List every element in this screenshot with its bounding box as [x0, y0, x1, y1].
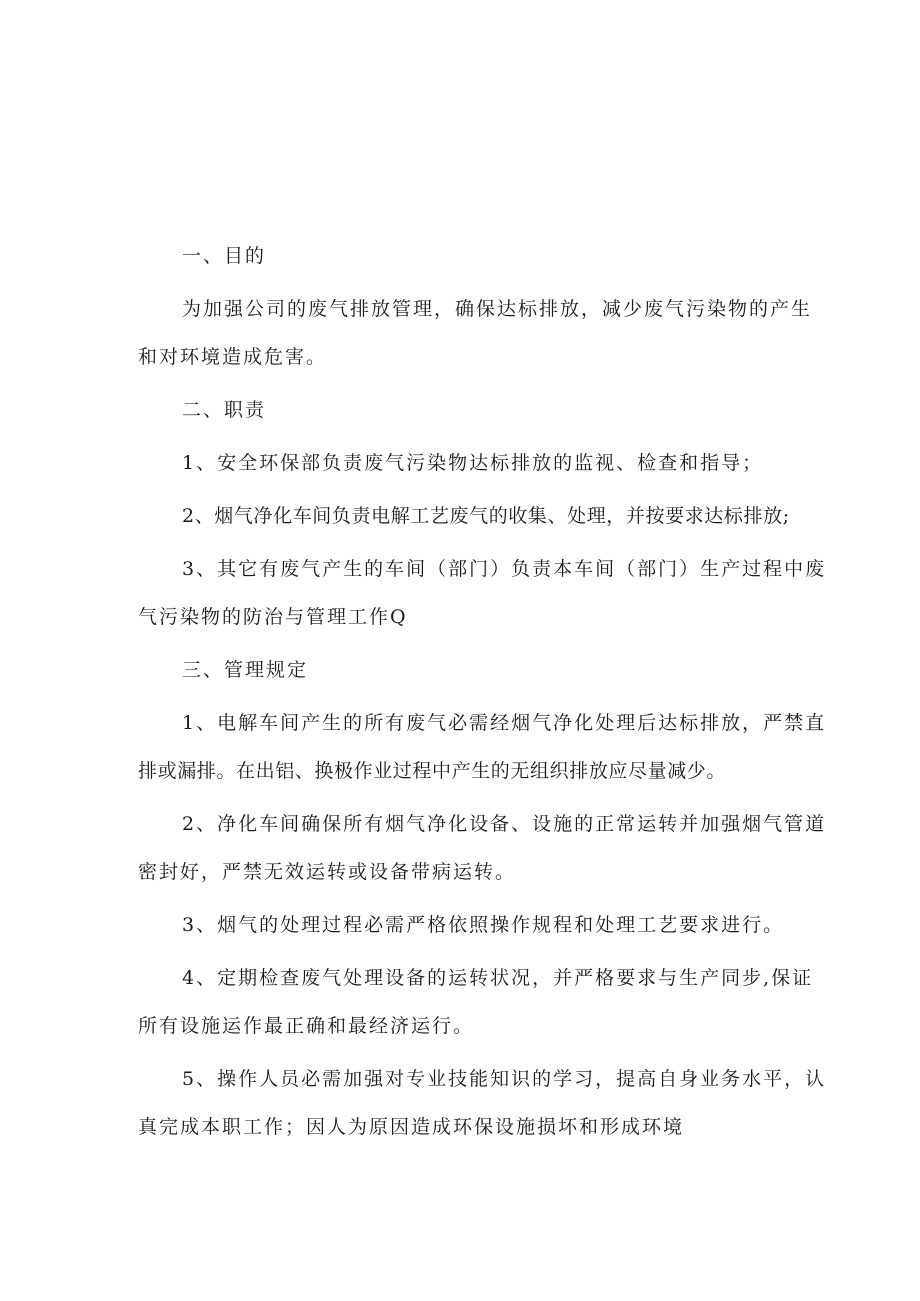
- rule-item: 1、电解车间产生的所有废气必需经烟气净化处理后达标排放，严禁直: [182, 712, 827, 734]
- paragraph-line: 为加强公司的废气排放管理，确保达标排放，减少废气污染物的产生: [182, 298, 813, 320]
- duty-item: 1、安全环保部负责废气污染物达标排放的监视、检查和指导；: [182, 452, 764, 474]
- rule-item: 4、定期检查废气处理设备的运转状况，并严格要求与生产同步,保证: [182, 967, 814, 989]
- document-body: [138, 232, 827, 1151]
- duty-item: 2、烟气净化车间负责电解工艺废气的收集、处理，并按要求达标排放;: [182, 505, 790, 527]
- section-heading-rules: 三、管理规定: [182, 659, 309, 681]
- section-heading-purpose: 一、目的: [182, 245, 267, 267]
- rule-item-continuation: 所有设施运作最正确和最经济运行。: [138, 1015, 475, 1037]
- rule-item-continuation: 真完成本职工作；因人为原因造成环保设施损坏和形成环境: [138, 1116, 685, 1138]
- rule-item: 5、操作人员必需加强对专业技能知识的学习，提高自身业务水平，认: [182, 1068, 827, 1090]
- rule-item: 2、净化车间确保所有烟气净化设备、设施的正常运转并加强烟气管道: [182, 813, 827, 835]
- rule-item-continuation: 排或漏排。在出铝、换极作业过程中产生的无组织排放应尽量减少。: [138, 760, 727, 782]
- duty-item: 3、其它有废气产生的车间（部门）负责本车间（部门）生产过程中废: [182, 558, 827, 580]
- duty-item-continuation: 气污染物的防治与管理工作Q: [138, 606, 408, 628]
- section-heading-duties: 二、职责: [182, 399, 267, 421]
- paragraph-line: 和对环境造成危害。: [138, 346, 328, 368]
- rule-item-continuation: 密封好，严禁无效运转或设备带病运转。: [138, 861, 517, 883]
- rule-item: 3、烟气的处理过程必需严格依照操作规程和处理工艺要求进行。: [182, 914, 785, 936]
